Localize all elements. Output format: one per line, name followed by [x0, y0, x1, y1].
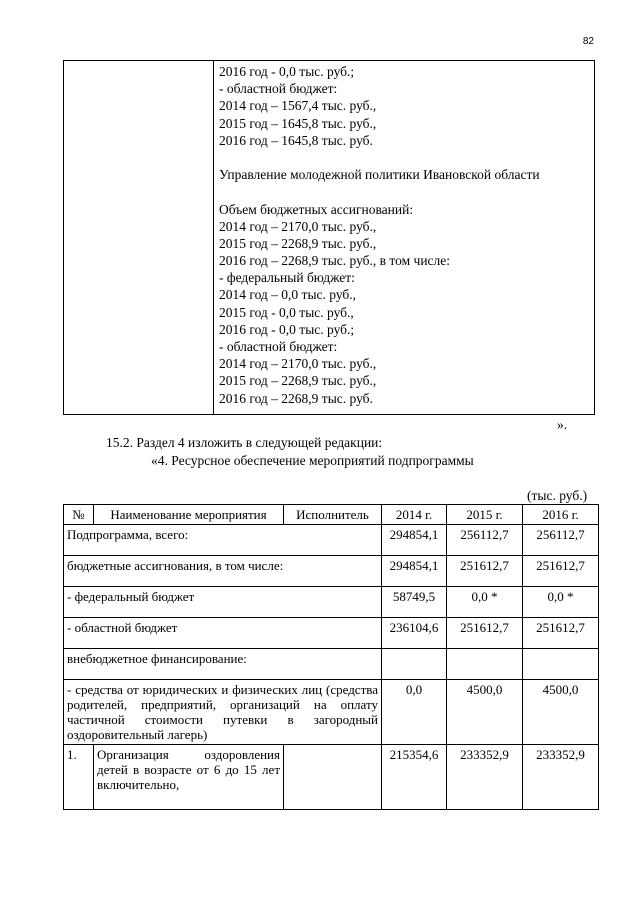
continuation-table — [63, 60, 595, 415]
table-row — [64, 587, 599, 618]
page-number: 82 — [582, 36, 594, 47]
header-executor: Исполнитель — [284, 505, 382, 525]
row-value-2016 — [523, 649, 599, 680]
row-label: Подпрограмма, всего: — [64, 525, 382, 556]
table-header-row — [64, 505, 599, 525]
row-value-2014: 294854,1 — [382, 525, 447, 556]
funding-line: 2016 год – 2268,9 тыс. руб., в том числе: — [219, 253, 451, 269]
row-value-2015: 251612,7 — [447, 618, 523, 649]
section-instruction: 15.2. Раздел 4 изложить в следующей редакции: — [106, 435, 383, 450]
funding-details — [219, 63, 590, 407]
funding-line: 2014 год – 0,0 тыс. руб., — [219, 287, 357, 303]
item-name: Организация оздоровления детей в возрасте от 6 до 15 лет включительно, — [94, 745, 284, 810]
funding-line: 2014 год – 2170,0 тыс. руб., — [219, 356, 377, 372]
units-label: (тыс. руб.) — [527, 488, 588, 503]
funding-line: - областной бюджет: — [219, 81, 338, 97]
table-row — [64, 680, 599, 745]
header-num: № — [64, 505, 94, 525]
row-value-2015 — [447, 649, 523, 680]
row-label: - областной бюджет — [64, 618, 382, 649]
funding-line: 2016 год - 0,0 тыс. руб.; — [219, 321, 355, 337]
table-row — [64, 525, 599, 556]
row-label: - федеральный бюджет — [64, 587, 382, 618]
header-2015: 2015 г. — [447, 505, 523, 525]
row-value-2014: 0,0 — [382, 680, 447, 745]
funding-line: 2014 год – 2170,0 тыс. руб., — [219, 218, 377, 234]
row-value-2016: 251612,7 — [523, 618, 599, 649]
header-2014: 2014 г. — [382, 505, 447, 525]
row-value-2015: 4500,0 — [447, 680, 523, 745]
row-value-2014: 236104,6 — [382, 618, 447, 649]
row-value-2015: 251612,7 — [447, 556, 523, 587]
row-value-2014: 294854,1 — [382, 556, 447, 587]
funding-line: 2015 год - 0,0 тыс. руб., — [219, 304, 354, 320]
row-value-2016: 4500,0 — [523, 680, 599, 745]
row-value-2015: 0,0 * — [447, 587, 523, 618]
table-row — [64, 618, 599, 649]
funding-line: 2015 год – 2268,9 тыс. руб., — [219, 373, 377, 389]
funding-line: 2016 год - 0,0 тыс. руб.; — [219, 64, 355, 79]
row-label: внебюджетное финансирование: — [64, 649, 382, 680]
row-value-2014 — [382, 649, 447, 680]
funding-line — [219, 149, 590, 166]
row-value-2014: 58749,5 — [382, 587, 447, 618]
row-label: бюджетные ассигнования, в том числе: — [64, 556, 382, 587]
funding-line: 2015 год – 1645,8 тыс. руб., — [219, 115, 377, 131]
funding-line: 2014 год – 1567,4 тыс. руб., — [219, 98, 377, 114]
funding-line: - федеральный бюджет: — [219, 270, 355, 286]
row-value-2016: 256112,7 — [523, 525, 599, 556]
row-label: - средства от юридических и физических лиц (средства родителей, предприятий, организаций на оплату частичной стоимости путевки в загородный оздоровительный лагерь) — [64, 680, 382, 745]
funding-line: Управление молодежной политики Ивановской области — [219, 167, 540, 183]
item-num: 1. — [64, 745, 94, 810]
funding-line — [219, 183, 590, 200]
resource-table — [63, 504, 599, 810]
item-2015: 233352,9 — [447, 745, 523, 810]
funding-line: 2015 год – 2268,9 тыс. руб., — [219, 235, 377, 251]
funding-line: 2016 год – 2268,9 тыс. руб. — [219, 390, 373, 406]
funding-line: 2016 год – 1645,8 тыс. руб. — [219, 132, 373, 148]
section-title: «4. Ресурсное обеспечение мероприятий подпрограммы — [151, 453, 474, 468]
item-2016: 233352,9 — [523, 745, 599, 810]
closing-quote: ». — [557, 417, 568, 432]
header-name: Наименование мероприятия — [94, 505, 284, 525]
table-row — [64, 556, 599, 587]
funding-line: Объем бюджетных ассигнований: — [219, 201, 414, 217]
item-executor — [284, 745, 382, 810]
row-value-2016: 251612,7 — [523, 556, 599, 587]
table-row — [64, 649, 599, 680]
header-2016: 2016 г. — [523, 505, 599, 525]
table-row-item-1 — [64, 745, 599, 810]
funding-line: - областной бюджет: — [219, 339, 338, 354]
item-2014: 215354,6 — [382, 745, 447, 810]
row-value-2016: 0,0 * — [523, 587, 599, 618]
column-divider — [213, 61, 214, 414]
row-value-2015: 256112,7 — [447, 525, 523, 556]
